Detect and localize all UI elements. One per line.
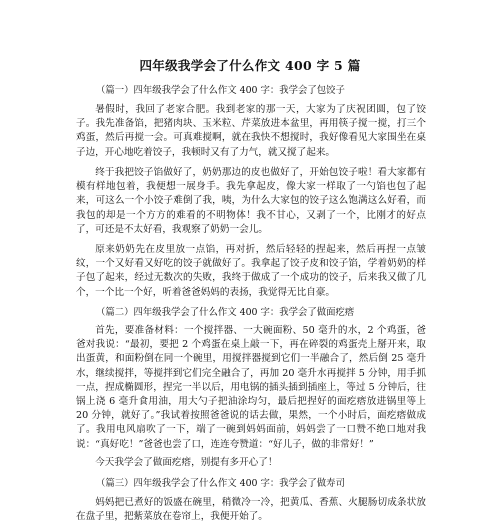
section-2-paragraph-1: 首先，要准备材料：一个搅拌器、一大碗面粉、50 毫升的水，2 个鸡蛋，爸爸对我说：“最初，要把 2 个鸡蛋在桌上敲一下，再在碎裂的鸡蛋壳上掰开来，取出蛋黄，和面粉倒在同一个碗里，用搅拌器搅到它们一半融合了，然后倒 25 毫升水，继续搅拌，等搅拌到它们完全融合了，再加 20 毫升水再搅拌 5 分钟，用手抓一点，捏成椭圆形，捏完一半以后，用电锅的插头插到插座上，等过 5 分钟后，往锅上浇 6 毫升食用油，用大勺子把油涂均匀，最后把捏好的面疙瘩放进锅里等上 20 分钟，就好了。”我试着按照爸爸说的话去做，果然，一个小时后，面疙瘩做成了。我用电风扇吹了一下，端了一碗到妈妈面前，妈妈尝了一口赞不绝口地对我说：“真好吃！”爸爸也尝了口，连连夸赞道：“好儿子，做的非常好！” <box>76 325 426 450</box>
section-2-paragraph-2: 今天我学会了做面疙瘩，别提有多开心了！ <box>95 457 278 468</box>
section-heading-3: （篇三）四年级我学会了什么作文 400 字：我学会了做寿司 <box>96 478 345 489</box>
section-1-paragraph-2: 终于我把饺子馅做好了，奶奶那边的皮也做好了，开始包饺子啦！看大家都有模有样地包着，我便想一展身手。我先拿起皮，像大家一样取了一勺馅也包了起来，可这么一个小饺子难倒了我，咦，为什么大家包的饺子这么饱满这么好看，而我包的却是一个方方的难看的不明物体！我不甘心，又剥了一个，比刚才的好点了，可还是不太好看，我观察了奶奶一会儿。 <box>76 167 426 235</box>
document-title: 四年级我学会了什么作文 400 字 5 篇 <box>139 58 361 73</box>
section-heading-2: （篇二）四年级我学会了什么作文 400 字：我学会了做面疙瘩 <box>96 307 355 318</box>
section-heading-1: （篇一）四年级我学会了什么作文 400 字：我学会了包饺子 <box>96 85 345 96</box>
section-1-paragraph-1: 暑假时，我回了老家合肥。我到老家的那一天，大家为了庆祝团圆，包了饺子。我先准备馅，把猪肉块、玉米粒、芹菜放进本盆里，再用筷子搅一搅，打三个鸡蛋，然后再搅一会。可真难搅啊，就在我快不想搅时，我好像看见大家围坐在桌子边，开心地吃着饺子，我顿时又有了力气，就又搅了起来。 <box>76 104 426 158</box>
section-3-paragraph-1: 妈妈把已煮好的饭盛在碗里，稍微冷一冷，把黄瓜、香蕉、火腿肠切成条状放在盘子里，把紫菜放在卷帘上，我便开始了。 <box>76 497 426 523</box>
section-1-paragraph-3: 原来奶奶先在皮里放一点馅，再对折，然后轻轻的捏起来，然后再捏一点皱纹，一个又好看又好吃的饺子就做好了。我拿起了饺子皮和饺子馅，学着奶奶的样子包了起来，经过无数次的失败，我终于做成了一个成功的饺子，后来我又做了几个，一个比一个好，听着爸爸妈妈的表扬，我觉得无比自豪。 <box>76 244 426 298</box>
